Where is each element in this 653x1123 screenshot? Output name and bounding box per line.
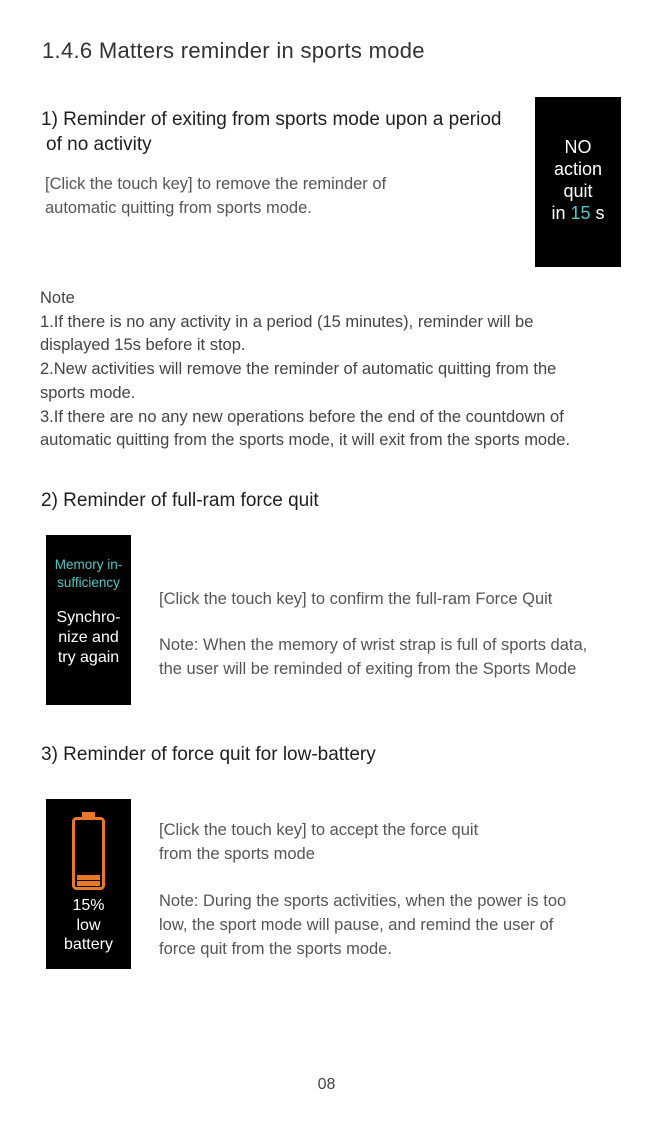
countdown-number: 15 bbox=[570, 203, 591, 223]
battery-level-bar bbox=[77, 881, 100, 886]
battery-icon bbox=[46, 799, 131, 894]
countdown-text: in 15 s bbox=[551, 203, 605, 223]
warning-text: Memory in- bbox=[54, 557, 123, 572]
no-action-screen bbox=[535, 97, 621, 267]
low-battery-screen: 15% low battery bbox=[46, 799, 131, 969]
screen-text: action bbox=[553, 159, 603, 179]
battery-percent: 15% bbox=[72, 897, 105, 914]
section2-note: Note: When the memory of wrist strap is full of sports data, the user will be reminded of exiting from the Sports Mode bbox=[159, 636, 588, 678]
memory-screen: Memory in- sufficiency Synchro- nize and try again bbox=[46, 535, 131, 705]
section2-heading: 2) Reminder of full-ram force quit bbox=[41, 490, 319, 511]
screen-text: NO bbox=[564, 137, 592, 157]
section2-desc: [Click the touch key] to confirm the full-ram Force Quit bbox=[159, 590, 553, 608]
screen-text: quit bbox=[563, 181, 593, 201]
page-number: 08 bbox=[317, 1076, 336, 1093]
note-label: Note bbox=[40, 289, 75, 307]
battery-level-bar bbox=[77, 875, 100, 880]
note-block: Note 1.If there is no any activity in a period (15 minutes), reminder will be displayed 15s before it stop. 2.New activities will remove the reminder of automatic quitting from the sports mode. 3.If there are no any new operations before the end of the countdown of automatic quitting from the sports mode, it will exit from the sports mode. bbox=[40, 287, 646, 453]
section3-note: Note: During the sports activities, when the power is too low, the sport mode will pause, and remind the user of force quit from the sports mode. bbox=[159, 892, 567, 958]
warning-text: sufficiency bbox=[57, 575, 120, 590]
section3-heading: 3) Reminder of force quit for low-battery bbox=[41, 744, 376, 765]
section1-desc: [Click the touch key] to remove the reminder of automatic quitting from sports mode. bbox=[45, 175, 387, 217]
page-title: 1.4.6 Matters reminder in sports mode bbox=[42, 38, 425, 63]
section1-heading: 1) Reminder of exiting from sports mode upon a period of no activity bbox=[41, 109, 502, 155]
section3-desc: [Click the touch key] to accept the force quit from the sports mode bbox=[159, 821, 479, 863]
